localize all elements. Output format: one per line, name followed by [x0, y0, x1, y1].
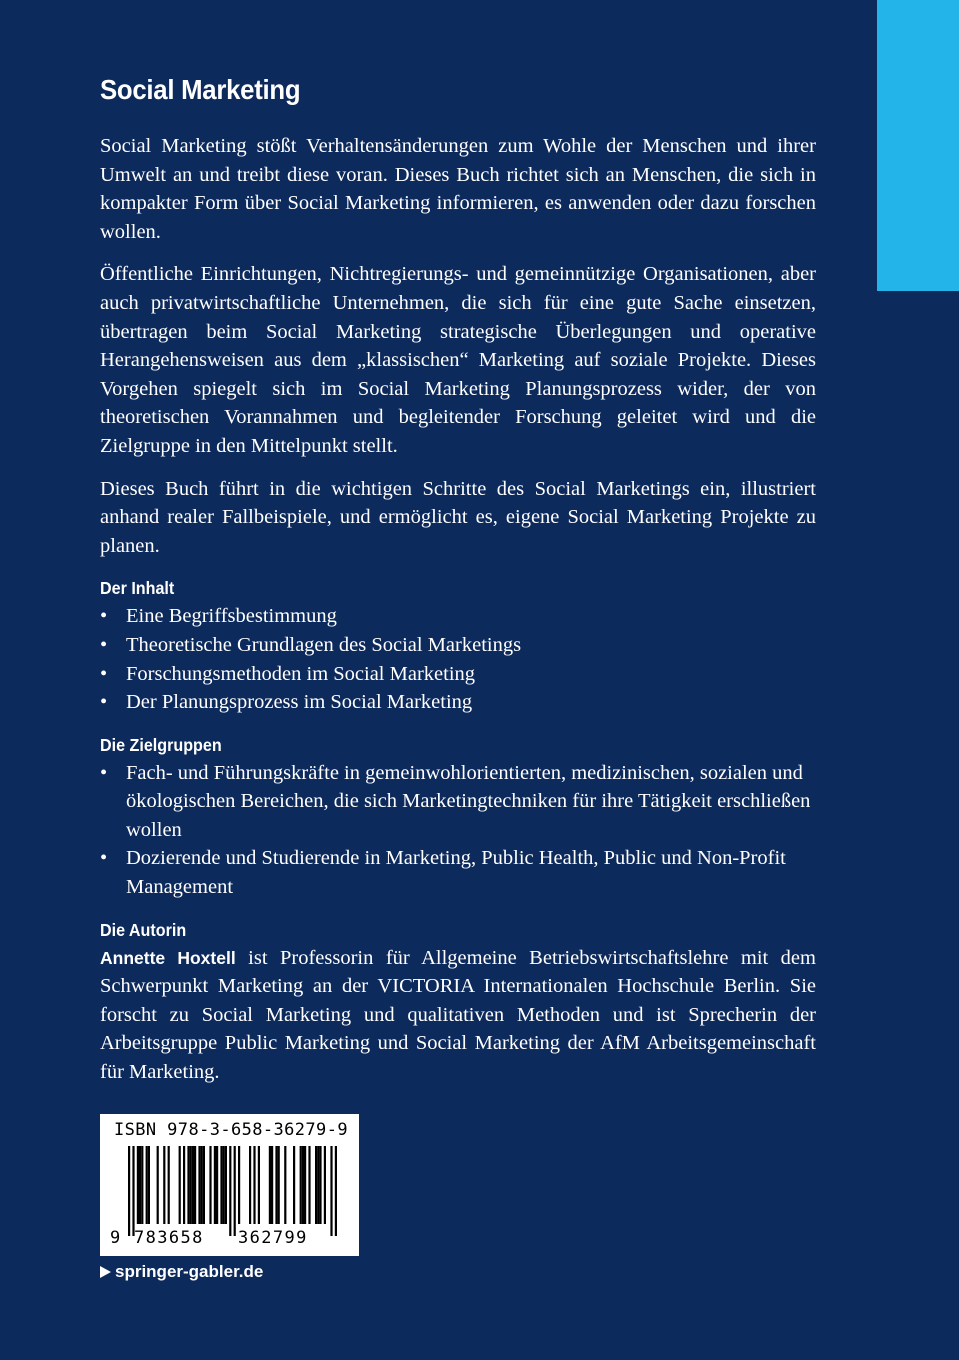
barcode-bar	[300, 1146, 302, 1224]
publisher-link[interactable]	[100, 1262, 263, 1282]
barcode-bar	[225, 1146, 227, 1224]
bullet-icon: •	[100, 761, 108, 784]
barcode-bar	[187, 1146, 189, 1224]
barcode-bar	[214, 1146, 216, 1224]
isbn-number: ISBN 978-3-658-36279-9	[114, 1120, 348, 1140]
barcode-bar	[275, 1146, 277, 1224]
barcode-bar	[220, 1146, 222, 1224]
zielgruppen-list	[100, 759, 816, 902]
barcode-bar	[304, 1146, 306, 1224]
inhalt-heading: Der Inhalt	[100, 578, 175, 599]
ean-first-digit: 9	[110, 1228, 121, 1248]
intro-paragraph-2: Öffentliche Einrichtungen, Nichtregierungs- und gemeinnützige Organisationen, aber auch privatwirtschaftliche Unternehmen, die sich für eine gute Sache einsetzen, übertragen beim Social Marketing strategische Überlegungen und operative Herangehensweisen aus dem „klassischen“ Marketing auf soziale Projekte. Dieses Vorgehen spiegelt sich im Social Marketing Planungsprozess wider, der von theoretischen Vorannahmen und begleitender Forschung geleitet wird und die Zielgruppe in den Mittelpunkt stellt.	[100, 263, 816, 457]
barcode-bar	[137, 1146, 139, 1224]
barcode-bar	[284, 1146, 286, 1224]
barcode-bar	[146, 1146, 148, 1224]
barcode-bar	[128, 1146, 130, 1236]
zielgruppen-heading: Die Zielgruppen	[100, 734, 222, 755]
barcode-bar	[293, 1146, 295, 1224]
barcode-bar	[238, 1146, 240, 1224]
barcode-bar	[249, 1146, 251, 1224]
author-name: Annette Hoxtell	[100, 947, 236, 968]
list-item: • Theoretische Grundlagen des Social Marketings	[100, 631, 816, 660]
barcode-bar	[216, 1146, 218, 1224]
barcode-bar	[132, 1146, 134, 1236]
bullet-icon: •	[100, 847, 108, 870]
barcode-bar	[324, 1146, 326, 1224]
inhalt-list	[100, 602, 816, 716]
barcode-bar	[179, 1146, 181, 1224]
barcode-bar	[330, 1146, 332, 1236]
autorin-heading: Die Autorin	[100, 919, 187, 940]
barcode-bar	[168, 1146, 170, 1224]
barcode-bar	[319, 1146, 321, 1224]
ean-left-digits: 783658	[134, 1228, 204, 1248]
barcode-bar	[183, 1146, 185, 1224]
barcode-bar	[209, 1146, 211, 1224]
author-bio	[100, 944, 816, 1087]
barcode-bar	[308, 1146, 310, 1224]
barcode-bar	[192, 1146, 194, 1224]
barcode-bar	[253, 1146, 255, 1224]
barcode-bar	[194, 1146, 196, 1224]
barcode-bar	[234, 1146, 236, 1236]
barcode-bar	[148, 1146, 150, 1224]
intro-paragraph-1: Social Marketing stößt Verhaltensänderungen zum Wohle der Menschen und ihrer Umwelt an und treibt diese voran. Dieses Buch richtet sich an Menschen, die sich in kompakter Form über Social Marketing informieren, es anwenden oder dazu forschen wollen.	[100, 135, 816, 243]
barcode-bar	[271, 1146, 273, 1224]
barcode-bar	[278, 1146, 280, 1224]
website-label: springer-gabler.de	[115, 1262, 264, 1281]
list-item: • Dozierende und Studierende in Marketing, Public Health, Public und Non-Profit Management	[100, 844, 816, 901]
barcode-bar	[258, 1146, 260, 1224]
bullet-icon: •	[100, 633, 108, 656]
back-cover-content	[100, 72, 816, 1101]
isbn-barcode	[100, 1114, 359, 1256]
bullet-icon: •	[100, 662, 108, 685]
barcode-bar	[141, 1146, 143, 1224]
barcode-bar	[198, 1146, 200, 1224]
barcode-bar	[317, 1146, 319, 1224]
barcode-bar	[203, 1146, 205, 1224]
accent-tab	[877, 0, 959, 291]
ean-right-digits: 362799	[238, 1228, 308, 1248]
list-item: • Forschungsmethoden im Social Marketing	[100, 660, 816, 689]
list-item: • Der Planungsprozess im Social Marketing	[100, 688, 816, 717]
barcode-bar	[335, 1146, 337, 1236]
barcode-bar	[315, 1146, 317, 1224]
list-item: • Fach- und Führungskräfte in gemeinwohlorientierten, medizinischen, sozialen und ökologischen Bereichen, die sich Marketingtechniken für ihre Tätigkeit erschließen wollen	[100, 759, 816, 845]
barcode-bar	[190, 1146, 192, 1224]
bullet-icon: •	[100, 691, 108, 714]
barcode-bar	[157, 1146, 159, 1224]
barcode-bar	[269, 1146, 271, 1224]
bullet-icon: •	[100, 605, 108, 628]
barcode-bar	[139, 1146, 141, 1224]
author-bio-text: ist Professorin für Allgemeine Betriebswirtschaftslehre mit dem Schwerpunkt Marketing an der VICTORIA Internationalen Hochschule Berlin. Sie forscht zu Social Marketing und qualitativen Methoden und ist Sprecherin der Arbeitsgruppe Public Marketing und Social Marketing der AfM Arbeitsgemeinschaft für Marketing.	[100, 946, 816, 1084]
book-title: Social Marketing	[100, 74, 301, 105]
barcode-bar	[223, 1146, 225, 1224]
barcode-bar	[201, 1146, 203, 1224]
list-item: • Eine Begriffsbestimmung	[100, 602, 816, 631]
intro-paragraph-3: Dieses Buch führt in die wichtigen Schritte des Social Marketings ein, illustriert anhand realer Fallbeispiele, und ermöglicht es, eigene Social Marketing Projekte zu planen.	[100, 477, 816, 557]
arrow-right-icon	[100, 1266, 111, 1278]
barcode-bar	[302, 1146, 304, 1224]
barcode-bar	[229, 1146, 231, 1236]
barcode-bar	[163, 1146, 165, 1224]
